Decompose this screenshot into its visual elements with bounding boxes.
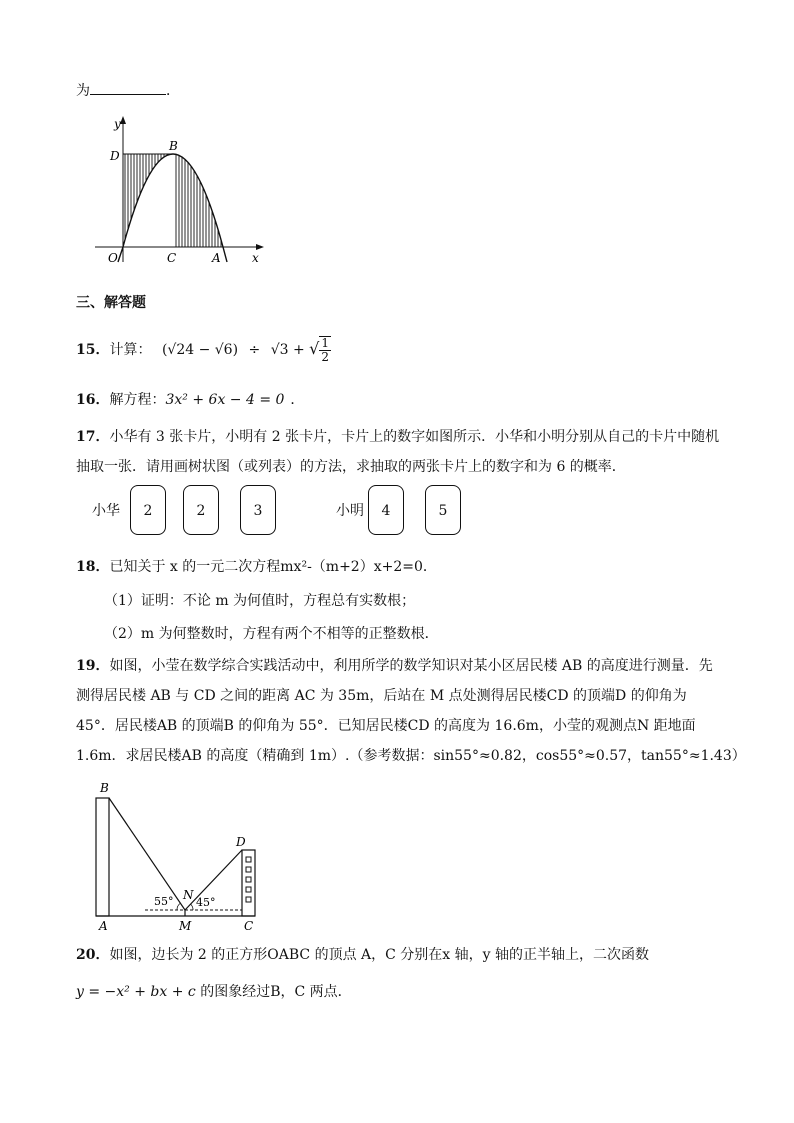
label-a: A xyxy=(99,919,108,933)
label-angle-45: 45° xyxy=(196,896,216,909)
y-axis-arrow xyxy=(120,116,126,124)
q15-divide: ÷ xyxy=(248,342,261,358)
q15-text: 计算： xyxy=(109,342,152,358)
x-axis-arrow xyxy=(256,244,264,250)
q17-number: 17． xyxy=(76,429,110,445)
label-y: y xyxy=(114,117,121,131)
label-c: C xyxy=(244,919,254,933)
label-d: D xyxy=(236,835,246,849)
sqrt-symbol: √ xyxy=(309,339,320,358)
q15-expr-left: (√24 − √6) xyxy=(161,342,239,358)
fig14-parabola-graph xyxy=(90,112,270,272)
q20-line2 xyxy=(76,982,352,1002)
xiaoming-card-1: 4 xyxy=(368,485,404,535)
building-cd xyxy=(242,850,255,916)
q20-text-1: 如图，边长为 2 的正方形OABC 的顶点 A，C 分别在x 轴，y 轴的正半轴上，二次函数 xyxy=(109,947,650,963)
xiaohua-label: 小华 xyxy=(92,503,120,519)
q14-prefix: 为 xyxy=(76,83,90,99)
q16-text: 解方程： xyxy=(109,392,166,408)
q15 xyxy=(76,336,331,364)
q20-equation: y = −x² + bx + c xyxy=(76,984,196,1000)
q18-part2: （2）m 为何整数时，方程有两个不相等的正整数根． xyxy=(104,626,439,642)
xiaohua-card-1: 2 xyxy=(130,485,166,535)
sight-line-nb xyxy=(109,798,185,910)
xiaoming-label: 小明 xyxy=(336,503,364,519)
answer-blank[interactable] xyxy=(90,80,166,95)
right-shaded-region xyxy=(176,152,221,252)
label-b: B xyxy=(100,781,109,795)
q18-part1: （1）证明：不论 m 为何值时，方程总有实数根； xyxy=(104,593,416,609)
q16-number: 16． xyxy=(76,392,110,408)
building-cd-windows xyxy=(246,857,251,902)
q14-suffix: ． xyxy=(166,83,180,99)
q15-fraction xyxy=(319,336,331,364)
xiaohua-card-2: 2 xyxy=(183,485,219,535)
label-angle-55: 55° xyxy=(154,895,174,908)
label-a: A xyxy=(212,251,221,265)
q20-line1 xyxy=(76,945,649,965)
building-ab xyxy=(96,798,109,916)
q18-text: 已知关于 x 的一元二次方程mx²-（m+2）x+2=0． xyxy=(109,559,437,575)
angle-55-arc xyxy=(177,904,180,911)
q19-line1 xyxy=(76,656,713,676)
label-x: x xyxy=(252,251,259,265)
q15-number: 15． xyxy=(76,342,110,358)
fig19-building-diagram xyxy=(90,778,270,938)
xiaohua-card-3: 3 xyxy=(240,485,276,535)
label-d: D xyxy=(110,149,120,163)
q18-stem xyxy=(76,557,437,577)
q20-number: 20． xyxy=(76,947,110,963)
q16 xyxy=(76,390,304,410)
q17-line2: 抽取一张．请用画树状图（或列表）的方法，求抽取的两张卡片上的数字和为 6 的概率． xyxy=(76,459,626,475)
label-n: N xyxy=(183,888,194,902)
q19-line3: 45°．居民楼AB 的顶端B 的仰角为 55°．已知居民楼CD 的高度为 16.6m，小莹的观测点N 距地面 xyxy=(76,718,696,734)
q20-text-2: 的图象经过B，C 两点． xyxy=(195,984,352,1000)
section-title: 三、解答题 xyxy=(76,295,146,311)
q19-line2: 测得居民楼 AB 与 CD 之间的距离 AC 为 35m，后站在 M 点处测得居民楼CD 的顶端D 的仰角为 xyxy=(76,688,687,704)
angle-45-arc xyxy=(191,904,194,910)
q19-text-1: 如图，小莹在数学综合实践活动中，利用所学的数学知识对某小区居民楼 AB 的高度进行测量．先 xyxy=(109,658,713,674)
q17-line1 xyxy=(76,427,719,447)
q18-number: 18． xyxy=(76,559,110,575)
label-c: C xyxy=(167,251,177,265)
fraction-numerator: 1 xyxy=(321,336,330,350)
q16-equation: 3x² + 6x − 4 = 0 xyxy=(165,392,285,408)
label-m: M xyxy=(179,919,192,933)
fraction-denominator: 2 xyxy=(321,350,330,364)
left-shaded-region xyxy=(125,152,170,252)
label-b: B xyxy=(169,139,178,153)
q15-expr-right: √3 + xyxy=(270,342,310,358)
label-o: O xyxy=(108,251,118,265)
xiaoming-card-2: 5 xyxy=(425,485,461,535)
q19-line4: 1.6m．求居民楼AB 的高度（精确到 1m）.（参考数据：sin55°≈0.82，cos55°≈0.57，tan55°≈1.43） xyxy=(76,748,746,764)
q17-text-1: 小华有 3 张卡片，小明有 2 张卡片，卡片上的数字如图所示．小华和小明分别从自己的卡片中随机 xyxy=(109,429,720,445)
q14-answer-line xyxy=(76,80,180,101)
q19-number: 19． xyxy=(76,658,110,674)
q16-end: ． xyxy=(290,392,305,408)
